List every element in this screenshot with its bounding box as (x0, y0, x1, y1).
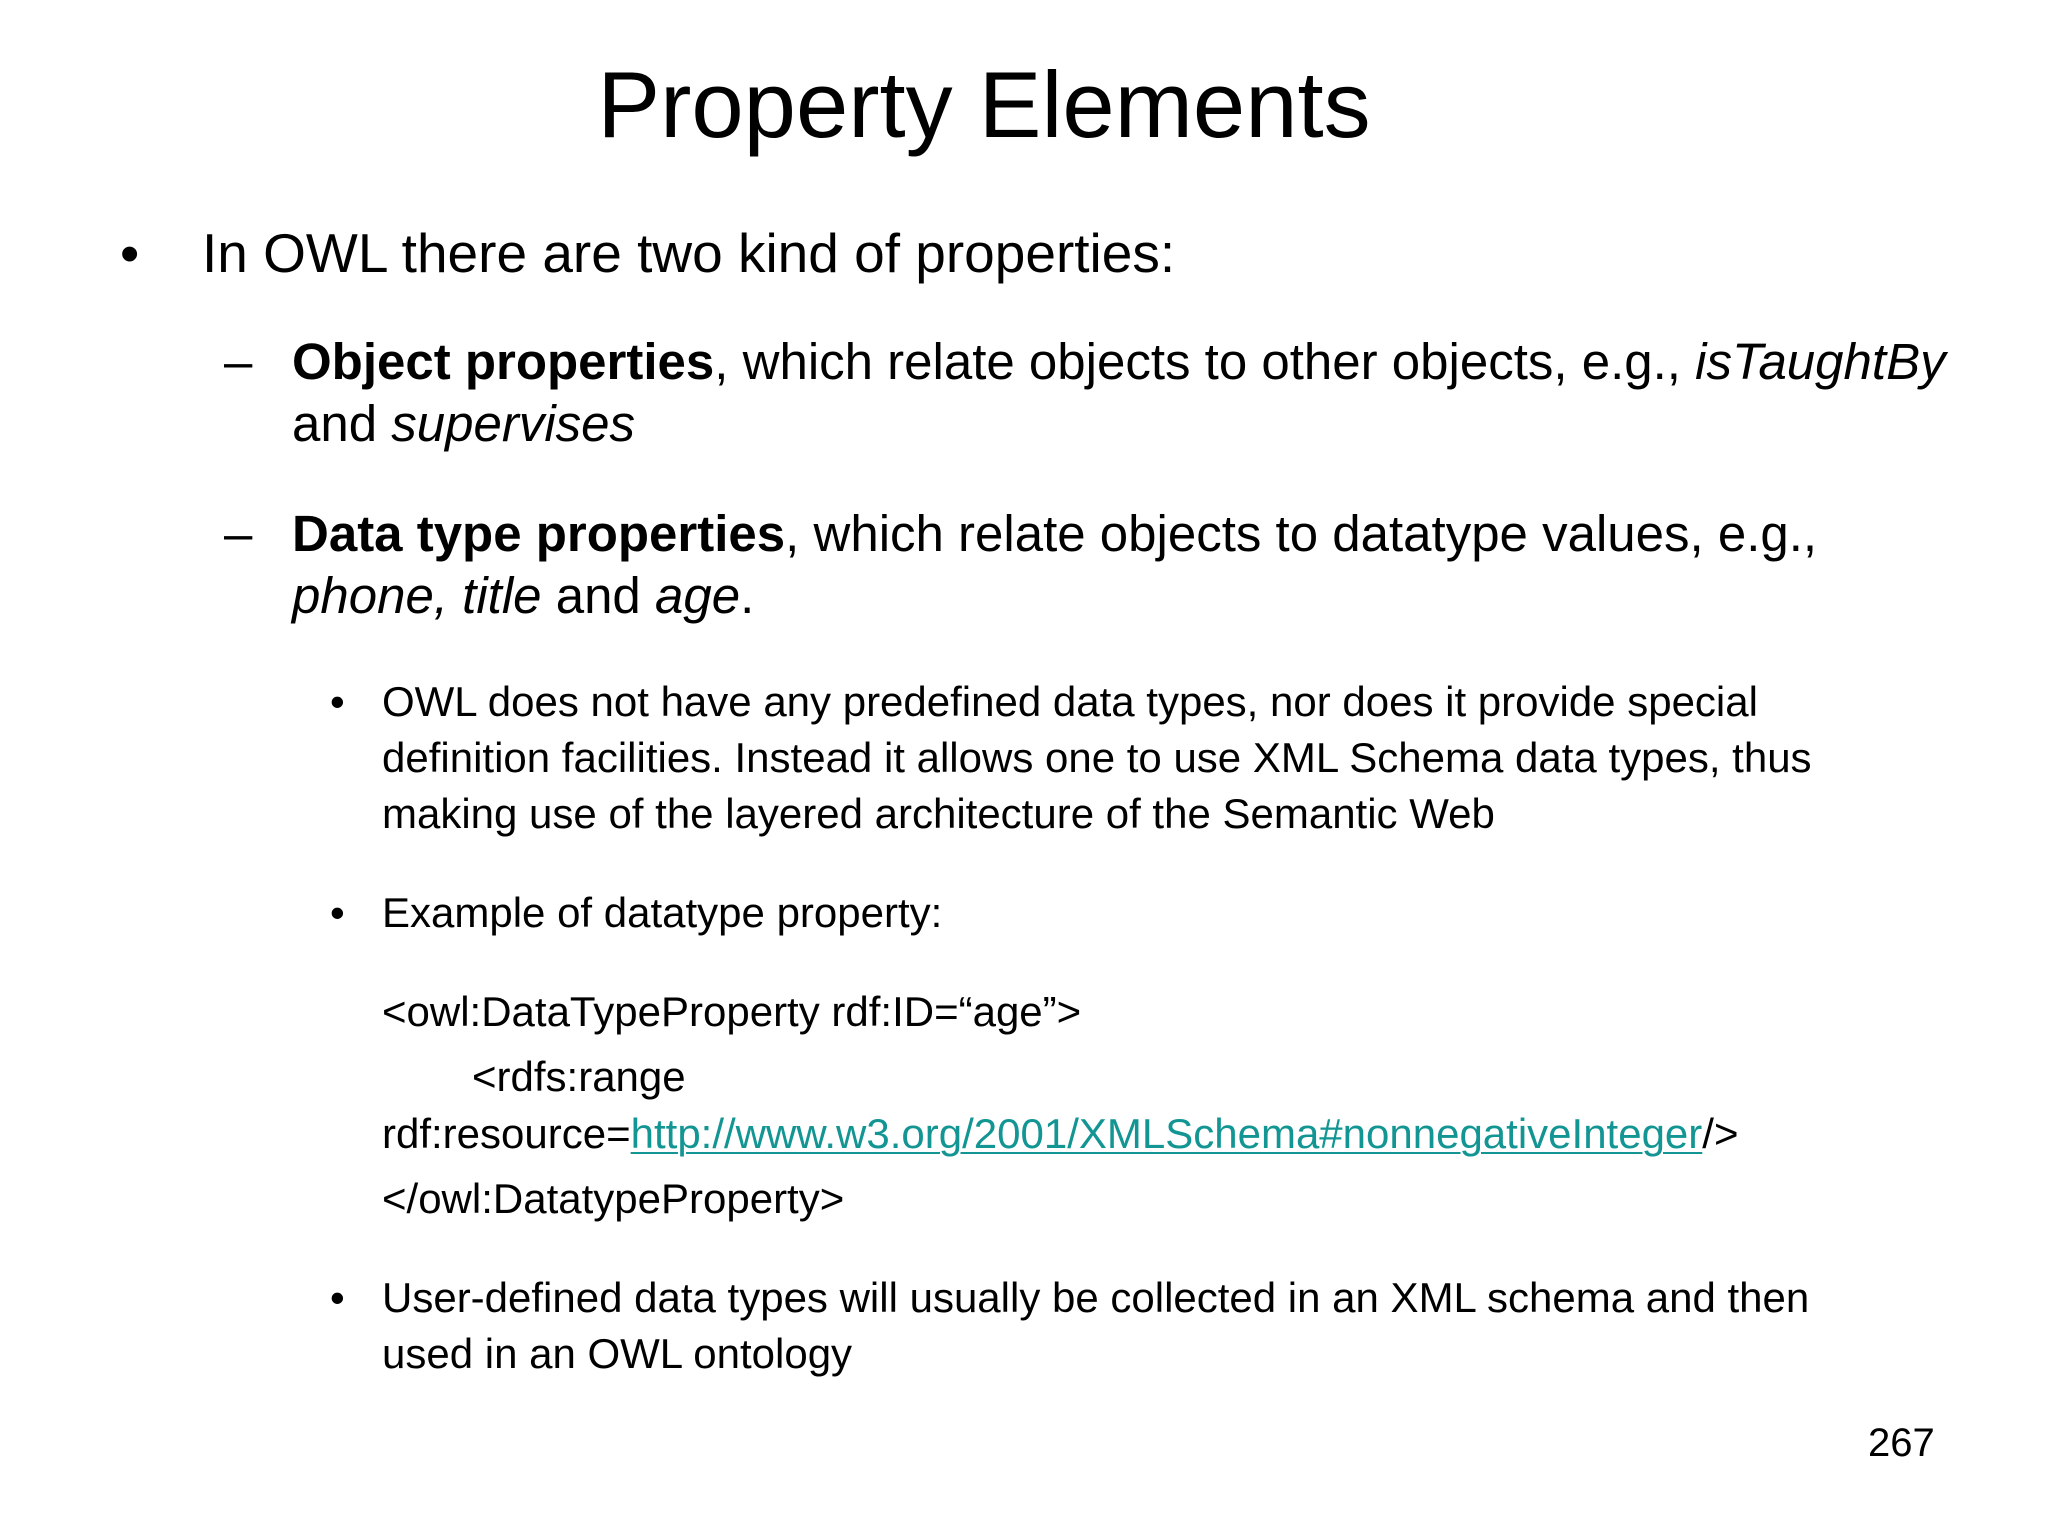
object-properties-example1: isTaughtBy (1695, 333, 1946, 390)
note2-line1: User-defined data types will usually be collected in an XML schema and then (382, 1274, 1810, 1321)
note1-line2: definition facilities. Instead it allows one to use XML Schema data types, thus (382, 734, 1812, 781)
note2-line2: used in an OWL ontology (382, 1330, 853, 1377)
code-line4: </owl:DatatypeProperty> (382, 1175, 845, 1222)
bullet-icon: • (330, 889, 345, 936)
code-line2: <rdfs:range (472, 1053, 686, 1100)
bullet-icon: • (330, 1274, 345, 1321)
datatype-properties-term: Data type properties (292, 505, 786, 562)
code-line3-prefix: rdf:resource= (382, 1110, 631, 1157)
object-properties-line1 (292, 331, 1946, 393)
note1-line1: OWL does not have any predefined data types, nor does it provide special (382, 678, 1758, 725)
datatype-properties-line1 (292, 503, 1817, 565)
datatype-properties-desc: , which relate objects to datatype values, e.g., (785, 505, 1818, 562)
xmlschema-link[interactable]: http://www.w3.org/2001/XMLSchema#nonnegativeInteger (630, 1110, 1703, 1157)
dash-icon: – (224, 505, 253, 562)
code-line1: <owl:DataTypeProperty rdf:ID=“age”> (382, 988, 1082, 1035)
object-properties-and: and (292, 395, 392, 452)
datatype-properties-line2 (292, 565, 754, 627)
example-label: Example of datatype property: (382, 889, 943, 936)
object-properties-term: Object properties (292, 333, 715, 390)
slide-title: Property Elements (597, 52, 1371, 157)
object-properties-desc: , which relate objects to other objects, e.g., (714, 333, 1696, 390)
page-number: 267 (1868, 1421, 1935, 1465)
object-properties-example2: supervises (391, 395, 636, 452)
datatype-properties-period: . (740, 567, 755, 624)
datatype-properties-example1: phone, title (292, 567, 542, 624)
datatype-properties-and: and (541, 567, 655, 624)
note1-line3: making use of the layered architecture of the Semantic Web (382, 790, 1495, 837)
dash-icon: – (224, 333, 253, 390)
top-bullet-text: In OWL there are two kind of properties: (202, 222, 1176, 284)
bullet-icon: • (120, 222, 140, 284)
datatype-properties-example2: age (654, 567, 741, 624)
bullet-icon: • (330, 678, 345, 725)
object-properties-line2 (292, 393, 635, 455)
code-line3-suffix: /> (1702, 1110, 1739, 1157)
code-line3 (382, 1106, 1738, 1162)
